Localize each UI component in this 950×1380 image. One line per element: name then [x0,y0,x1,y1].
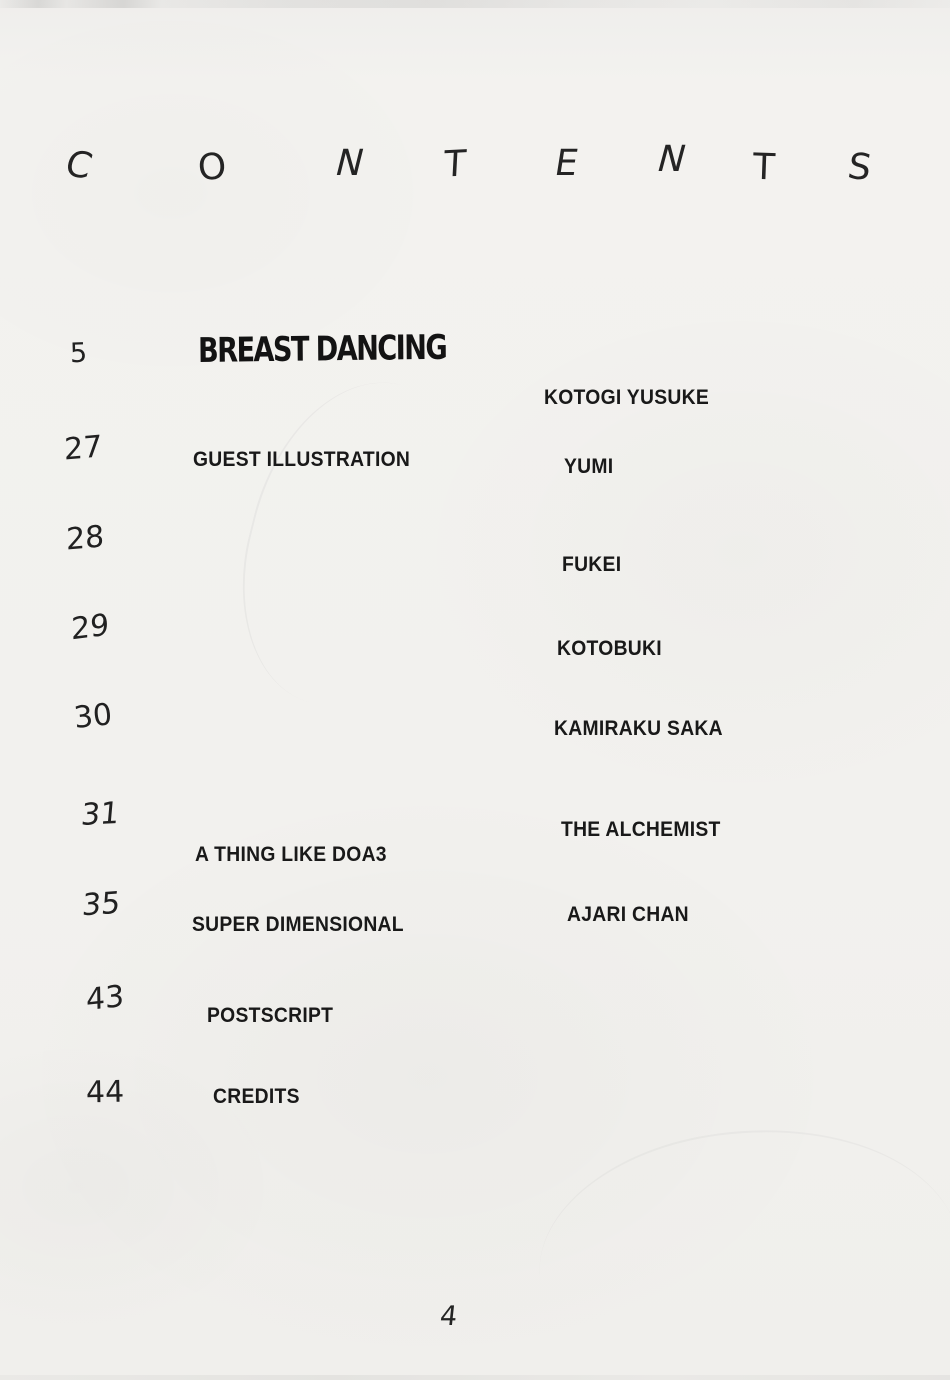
toc-title-guest-illustration: GUEST ILLUSTRATION [193,448,411,471]
toc-page-number-35: 35 [80,885,122,924]
toc-title-breast-dancing: BREAST DANCING [197,327,447,371]
toc-title-postscript: POSTSCRIPT [207,1004,334,1027]
toc-artist-yumi: YUMI [564,455,614,478]
toc-artist-kotogi-yusuke: KOTOGI YUSUKE [544,386,709,409]
toc-artist-kamiraku-saka: KAMIRAKU SAKA [554,717,723,740]
contents-letter-n: N [331,143,369,184]
toc-page-number-31: 31 [79,795,121,834]
paper-crease [522,1099,950,1380]
contents-letter-t2: T [752,146,776,189]
paper-crease [213,358,508,732]
toc-title-a-thing-like-doa3: A THING LIKE DOA3 [195,843,387,866]
toc-artist-kotobuki: KOTOBUKI [557,637,662,660]
contents-letter-c: C [60,143,97,188]
toc-artist-fukei: FUKEI [562,553,622,576]
contents-letter-o: O [196,145,229,190]
toc-artist-the-alchemist: THE ALCHEMIST [561,818,721,841]
toc-title-super-dimensional: SUPER DIMENSIONAL [192,913,404,936]
toc-page-number-5: 5 [69,337,88,370]
toc-page-number-43: 43 [85,978,125,1019]
toc-page-number-30: 30 [72,697,114,736]
contents-letter-n2: N [652,139,691,180]
toc-page-number-29: 29 [70,607,110,648]
toc-title-credits: CREDITS [213,1085,300,1108]
scan-edge-artifact-bottom [0,1375,950,1380]
contents-letter-e: E [551,143,582,184]
contents-letter-t: T [442,143,468,186]
scan-edge-artifact-top [0,0,950,8]
page-folio-number: 4 [438,1301,459,1332]
contents-letter-s: S [844,146,875,189]
toc-page-number-27: 27 [63,429,103,468]
toc-page-number-28: 28 [65,519,105,558]
toc-artist-ajari-chan: AJARI CHAN [567,903,689,926]
toc-page-number-44: 44 [85,1074,125,1111]
